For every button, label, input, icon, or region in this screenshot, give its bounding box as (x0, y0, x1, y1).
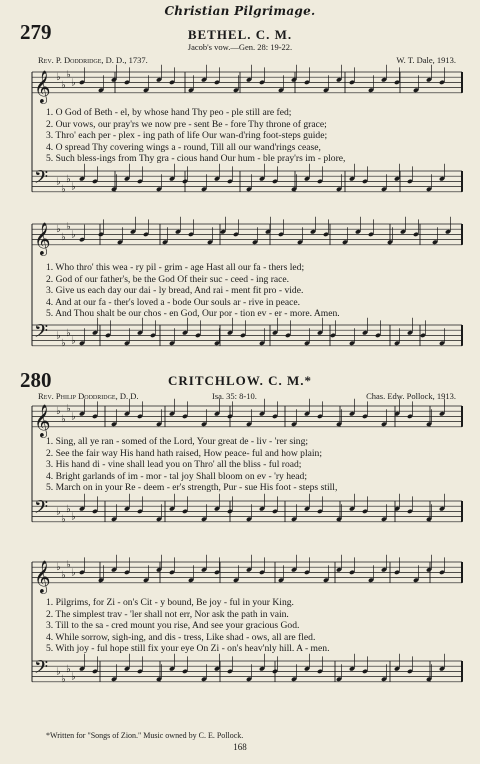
hymn-number: 280 (20, 368, 52, 392)
verse-line: 5. March on in your Re - deem - er's strength, Pur - sue His foot - steps still, (46, 482, 338, 494)
verse-line: 5. And Thou shalt be our chos - en God, Our por - tion ev - er - more. Amen. (46, 308, 340, 320)
clef-icon: 𝄢 (34, 321, 49, 347)
flat-icon: ♭ (61, 514, 66, 526)
verse-block (46, 597, 329, 655)
flat-icon: ♭ (66, 69, 71, 81)
flat-icon: ♭ (61, 338, 66, 350)
flat-icon: ♭ (71, 567, 76, 579)
flat-icon: ♭ (71, 77, 76, 89)
verse-block (46, 107, 345, 165)
flat-icon: ♭ (56, 666, 61, 678)
verse-line: 1. O God of Beth - el, by whose hand Thy peo - ple still are fed; (46, 107, 292, 118)
flat-icon: ♭ (66, 663, 71, 675)
clef-icon: 𝄞 (34, 559, 51, 593)
clef-icon: 𝄢 (34, 167, 49, 193)
words-credit: Rev. P. Doddridge, D. D., 1737. (38, 55, 148, 65)
music-credit: W. T. Dale, 1913. (396, 55, 456, 65)
tune-title: CRITCHLOW. C. M.* (167, 373, 312, 388)
tune-title: BETHEL. C. M. (187, 27, 293, 42)
flat-icon: ♭ (56, 330, 61, 342)
verse-line: 2. The simplest trav - 'ler shall not err, Nor ask the path in vain. (46, 608, 289, 620)
flat-icon: ♭ (71, 229, 76, 241)
verse-line: 5. Such bless-ings from Thy gra - cious hand Our hum - ble pray'rs im - plore, (46, 153, 346, 165)
hymn-number: 279 (20, 20, 52, 44)
flat-icon: ♭ (71, 181, 76, 193)
footnote: *Written for "Songs of Zion." Music owned by C. E. Pollock. (46, 731, 244, 740)
verse-line: 5. With joy - ful hope still fix your eye On Zi - on's heav'nly hill. A - men. (46, 643, 330, 655)
flat-icon: ♭ (71, 411, 76, 423)
flat-icon: ♭ (71, 335, 76, 347)
music-credit: Chas. Edw. Pollock, 1913. (366, 391, 456, 401)
flat-icon: ♭ (61, 232, 66, 243)
flat-icon: ♭ (61, 80, 66, 91)
verse-line: 2. See the fair way His hand hath raised, How peace- ful and how plain; (46, 447, 322, 459)
flat-icon: ♭ (66, 221, 71, 233)
verse-line: 4. And at our fa - ther's loved a - bode Our souls ar - rive in peace. (46, 296, 301, 308)
verse-line: 3. Give us each day our dai - ly bread, And rai - ment fit pro - vide. (46, 285, 304, 297)
verse-line: 4. While sorrow, sigh-ing, and dis - tress, Like shad - ows, all are fled. (46, 631, 316, 643)
page-number: 168 (233, 742, 247, 752)
flat-icon: ♭ (56, 72, 61, 84)
flat-icon: ♭ (61, 184, 66, 196)
flat-icon: ♭ (66, 173, 71, 185)
flat-icon: ♭ (66, 327, 71, 339)
flat-icon: ♭ (56, 406, 61, 418)
running-head: Christian Pilgrimage. (164, 4, 316, 18)
clef-icon: 𝄞 (34, 403, 51, 437)
verse-line: 3. Thro' each per - plex - ing path of life Our wan-d'ring foot-steps guide; (46, 130, 328, 142)
clef-icon: 𝄢 (34, 657, 49, 683)
flat-icon: ♭ (66, 403, 71, 415)
clef-icon: 𝄢 (34, 497, 49, 523)
verse-line: 4. Bright garlands of im - mor - tal joy Shall bloom on ev - 'ry head; (46, 470, 307, 482)
verse-line: 2. Our vows, our pray'rs we now pre - sent Be - fore Thy throne of grace; (46, 118, 327, 130)
flat-icon: ♭ (56, 506, 61, 518)
flat-icon: ♭ (71, 671, 76, 683)
clef-icon: 𝄞 (34, 221, 51, 255)
verse-block (46, 436, 337, 494)
scripture-reference: Jacob's vow.—Gen. 28: 19-22. (187, 42, 293, 52)
words-credit: Rev. Philip Doddridge, D. D. (38, 391, 139, 401)
clef-icon: 𝄞 (34, 69, 51, 103)
flat-icon: ♭ (56, 562, 61, 574)
verse-line: 3. Till to the sa - cred mount you rise, And see your gracious God. (46, 620, 300, 632)
verse-line: 1. Sing, all ye ran - somed of the Lord, Your great de - liv - 'rer sing; (46, 436, 309, 447)
flat-icon: ♭ (66, 559, 71, 571)
verse-line: 2. God of our father's, be the God Of their suc - ceed - ing race. (46, 273, 290, 285)
flat-icon: ♭ (61, 414, 66, 425)
verse-line: 1. Who thro' this wea - ry pil - grim - age Hast all our fa - thers led; (46, 262, 305, 273)
flat-icon: ♭ (61, 674, 66, 686)
flat-icon: ♭ (56, 176, 61, 188)
verse-line: 4. O spread Thy covering wings a - round, Till all our wand'rings cease, (46, 141, 321, 153)
flat-icon: ♭ (71, 511, 76, 523)
verse-block (46, 262, 340, 320)
verse-line: 3. His hand di - vine shall lead you on Thro' all the bliss - ful road; (46, 459, 302, 471)
flat-icon: ♭ (61, 570, 66, 581)
scripture-reference: Isa. 35: 8-10. (212, 391, 257, 401)
flat-icon: ♭ (66, 503, 71, 515)
flat-icon: ♭ (56, 224, 61, 236)
verse-line: 1. Pilgrims, for Zi - on's Cit - y bound, Be joy - ful in your King. (46, 597, 294, 608)
